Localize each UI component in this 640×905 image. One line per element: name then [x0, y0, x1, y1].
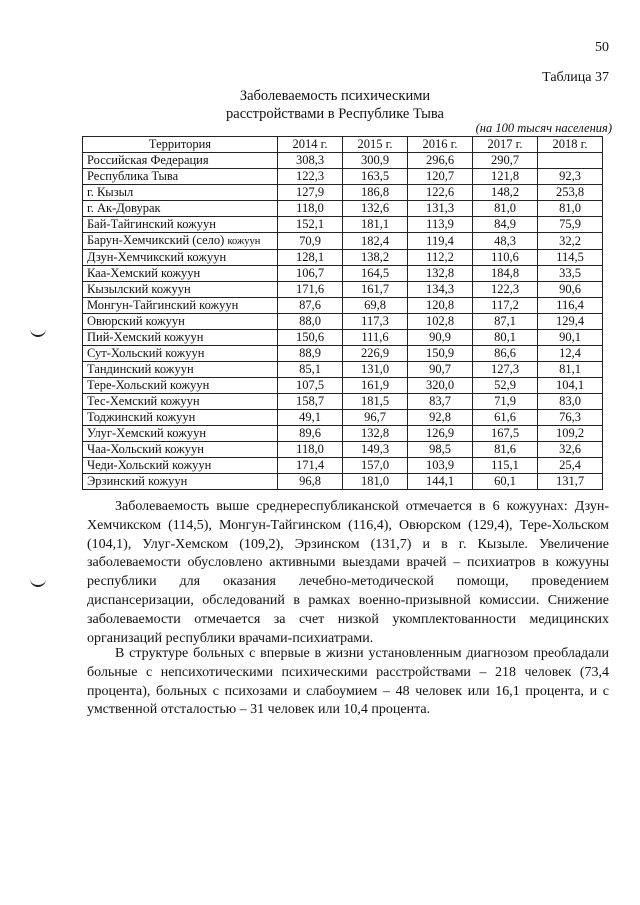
territory-name: Российская Федерация [87, 153, 209, 167]
table-row [83, 410, 603, 426]
value-cell: 52,9 [473, 378, 538, 394]
territory-cell [83, 442, 278, 458]
territory-name: Монгун-Тайгинский кожуун [87, 298, 239, 312]
value-cell: 167,5 [473, 426, 538, 442]
table-row [83, 474, 603, 490]
value-cell: 71,9 [473, 394, 538, 410]
table-row [83, 250, 603, 266]
value-cell: 171,6 [278, 282, 343, 298]
value-cell: 12,4 [538, 346, 603, 362]
table-row [83, 153, 603, 169]
territory-name: Пий-Хемский кожуун [87, 330, 204, 344]
value-cell: 88,9 [278, 346, 343, 362]
margin-tick-mark [30, 328, 46, 337]
value-cell: 81,0 [538, 201, 603, 217]
value-cell: 86,6 [473, 346, 538, 362]
territory-cell [83, 378, 278, 394]
value-cell: 106,7 [278, 266, 343, 282]
value-cell: 111,6 [343, 330, 408, 346]
value-cell: 118,0 [278, 442, 343, 458]
table-row [83, 266, 603, 282]
territory-cell [83, 298, 278, 314]
value-cell: 92,8 [408, 410, 473, 426]
value-cell: 184,8 [473, 266, 538, 282]
table-row [83, 201, 603, 217]
value-cell: 138,2 [343, 250, 408, 266]
value-cell: 127,9 [278, 185, 343, 201]
value-cell: 32,6 [538, 442, 603, 458]
value-cell: 290,7 [473, 153, 538, 169]
value-cell: 300,9 [343, 153, 408, 169]
territory-name: Сут-Хольский кожуун [87, 346, 205, 360]
value-cell: 90,6 [538, 282, 603, 298]
value-cell: 127,3 [473, 362, 538, 378]
table-label: Таблица 37 [542, 70, 609, 85]
value-cell: 122,3 [278, 169, 343, 185]
value-cell: 114,5 [538, 250, 603, 266]
header-territory: Территория [83, 137, 278, 153]
value-cell: 110,6 [473, 250, 538, 266]
territory-cell [83, 426, 278, 442]
value-cell: 25,4 [538, 458, 603, 474]
value-cell: 149,3 [343, 442, 408, 458]
value-cell: 76,3 [538, 410, 603, 426]
territory-name: г. Кызыл [87, 185, 134, 199]
value-cell: 119,4 [408, 233, 473, 250]
value-cell: 102,8 [408, 314, 473, 330]
value-cell: 48,3 [473, 233, 538, 250]
value-cell: 320,0 [408, 378, 473, 394]
value-cell: 253,8 [538, 185, 603, 201]
value-cell: 89,6 [278, 426, 343, 442]
value-cell: 103,9 [408, 458, 473, 474]
territory-name: Эрзинский кожуун [87, 474, 188, 488]
margin-tick-mark [30, 578, 46, 587]
value-cell: 116,4 [538, 298, 603, 314]
territory-cell [83, 282, 278, 298]
territory-cell [83, 346, 278, 362]
value-cell: 88,0 [278, 314, 343, 330]
territory-name: Чеди-Хольский кожуун [87, 458, 212, 472]
value-cell: 226,9 [343, 346, 408, 362]
territory-name: Чаа-Хольский кожуун [87, 442, 204, 456]
value-cell: 157,0 [343, 458, 408, 474]
value-cell: 182,4 [343, 233, 408, 250]
territory-name: Кызылский кожуун [87, 282, 191, 296]
territory-name: Улуг-Хемский кожуун [87, 426, 207, 440]
value-cell: 128,1 [278, 250, 343, 266]
value-cell: 122,3 [473, 282, 538, 298]
value-cell: 132,8 [343, 426, 408, 442]
body-paragraph-2: В структуре больных с впервые в жизни установленным диагнозом преобладали больные с непсихотическими психическими расстройствами – 218 человек (73,4 процента), больных с психозами и слабоумием – 48 человек или 16,1 процента, и с умственной отсталостью – 31 человек или 10,4 процента. [87, 646, 609, 718]
value-cell: 132,6 [343, 201, 408, 217]
table-row [83, 346, 603, 362]
territory-cell [83, 410, 278, 426]
value-cell: 161,9 [343, 378, 408, 394]
value-cell: 32,2 [538, 233, 603, 250]
table-row [83, 233, 603, 250]
morbidity-table [82, 136, 603, 490]
value-cell: 112,2 [408, 250, 473, 266]
territory-name: Бай-Тайгинский кожуун [87, 217, 216, 231]
territory-name: г. Ак-Довурак [87, 201, 161, 215]
header-2015: 2015 г. [343, 137, 408, 153]
value-cell: 83,7 [408, 394, 473, 410]
value-cell: 81,6 [473, 442, 538, 458]
value-cell: 69,8 [343, 298, 408, 314]
value-cell: 117,3 [343, 314, 408, 330]
territory-cell [83, 330, 278, 346]
territory-name: Тоджинский кожуун [87, 410, 196, 424]
table-row [83, 442, 603, 458]
value-cell: 186,8 [343, 185, 408, 201]
table-row [83, 330, 603, 346]
value-cell: 90,9 [408, 330, 473, 346]
page-number: 50 [595, 40, 609, 55]
value-cell: 107,5 [278, 378, 343, 394]
value-cell: 158,7 [278, 394, 343, 410]
value-cell: 70,9 [278, 233, 343, 250]
value-cell: 75,9 [538, 217, 603, 233]
table-row [83, 217, 603, 233]
territory-cell [83, 458, 278, 474]
value-cell: 80,1 [473, 330, 538, 346]
territory-cell [83, 185, 278, 201]
table-header-row [83, 137, 603, 153]
territory-cell [83, 314, 278, 330]
value-cell: 81,0 [473, 201, 538, 217]
value-cell: 131,7 [538, 474, 603, 490]
territory-cell [83, 474, 278, 490]
territory-cell [83, 217, 278, 233]
table-row [83, 394, 603, 410]
value-cell: 85,1 [278, 362, 343, 378]
value-cell: 33,5 [538, 266, 603, 282]
table-row [83, 378, 603, 394]
value-cell: 115,1 [473, 458, 538, 474]
value-cell: 129,4 [538, 314, 603, 330]
value-cell: 84,9 [473, 217, 538, 233]
territory-cell [83, 201, 278, 217]
territory-name: Барун-Хемчикский (село) [87, 233, 225, 247]
body-paragraph-1: Заболеваемость выше среднереспубликанской отмечается в 6 кожуунах: Дзун-Хемчикском (114,5), Монгун-Тайгинском (116,4), Овюрском (129,4), Тере-Хольском (104,1), Улуг-Хемском (109,2), Эрзинском (131,7) и в г. Кызыле. Увеличение заболеваемости обусловлено активными выездами врачей – психиатров в кожууны республики для оказания лечебно-методической помощи, проведением диспансеризации, обследований в рамках военно-призывной комиссии. Снижение заболеваемости отмечается за счет низкой укомплектованности медицинских организаций республики врачами-психиатрами. [87, 499, 609, 646]
value-cell: 181,0 [343, 474, 408, 490]
value-cell: 148,2 [473, 185, 538, 201]
value-cell: 120,7 [408, 169, 473, 185]
value-cell: 296,6 [408, 153, 473, 169]
value-cell: 308,3 [278, 153, 343, 169]
table-row [83, 362, 603, 378]
value-cell: 131,3 [408, 201, 473, 217]
value-cell: 134,3 [408, 282, 473, 298]
value-cell: 126,9 [408, 426, 473, 442]
header-2016: 2016 г. [408, 137, 473, 153]
value-cell: 87,6 [278, 298, 343, 314]
value-cell: 96,7 [343, 410, 408, 426]
header-2018: 2018 г. [538, 137, 603, 153]
table-row [83, 314, 603, 330]
territory-cell [83, 153, 278, 169]
value-cell: 118,0 [278, 201, 343, 217]
territory-name: Дзун-Хемчикский кожуун [87, 250, 227, 264]
territory-name: Тере-Хольский кожуун [87, 378, 210, 392]
value-cell: 121,8 [473, 169, 538, 185]
value-cell: 61,6 [473, 410, 538, 426]
value-cell: 144,1 [408, 474, 473, 490]
units-note: (на 100 тысяч населения) [475, 121, 612, 135]
table-row [83, 426, 603, 442]
value-cell: 150,6 [278, 330, 343, 346]
value-cell [538, 153, 603, 169]
value-cell: 161,7 [343, 282, 408, 298]
title-line-2: расстройствами в Республике Тыва [226, 106, 444, 122]
territory-cell [83, 169, 278, 185]
value-cell: 81,1 [538, 362, 603, 378]
value-cell: 109,2 [538, 426, 603, 442]
value-cell: 164,5 [343, 266, 408, 282]
value-cell: 104,1 [538, 378, 603, 394]
table-row [83, 298, 603, 314]
table-body [83, 153, 603, 490]
header-2017: 2017 г. [473, 137, 538, 153]
value-cell: 98,5 [408, 442, 473, 458]
value-cell: 181,1 [343, 217, 408, 233]
value-cell: 117,2 [473, 298, 538, 314]
value-cell: 150,9 [408, 346, 473, 362]
territory-name: Республика Тыва [87, 169, 179, 183]
territory-name: Тандинский кожуун [87, 362, 194, 376]
value-cell: 163,5 [343, 169, 408, 185]
territory-cell [83, 394, 278, 410]
value-cell: 181,5 [343, 394, 408, 410]
value-cell: 87,1 [473, 314, 538, 330]
table-row [83, 185, 603, 201]
value-cell: 113,9 [408, 217, 473, 233]
table-row [83, 169, 603, 185]
territory-name: Тес-Хемский кожуун [87, 394, 200, 408]
value-cell: 49,1 [278, 410, 343, 426]
table-row [83, 458, 603, 474]
territory-cell [83, 266, 278, 282]
table-row [83, 282, 603, 298]
territory-name: Овюрский кожуун [87, 314, 185, 328]
territory-cell [83, 250, 278, 266]
value-cell: 131,0 [343, 362, 408, 378]
value-cell: 92,3 [538, 169, 603, 185]
territory-name-suffix: кожуун [227, 236, 261, 247]
territory-name: Каа-Хемский кожуун [87, 266, 201, 280]
value-cell: 171,4 [278, 458, 343, 474]
value-cell: 122,6 [408, 185, 473, 201]
title-line-1: Заболеваемость психическими [239, 88, 431, 104]
value-cell: 60,1 [473, 474, 538, 490]
value-cell: 120,8 [408, 298, 473, 314]
territory-cell [83, 362, 278, 378]
header-2014: 2014 г. [278, 137, 343, 153]
value-cell: 132,8 [408, 266, 473, 282]
value-cell: 152,1 [278, 217, 343, 233]
value-cell: 83,0 [538, 394, 603, 410]
value-cell: 90,1 [538, 330, 603, 346]
value-cell: 90,7 [408, 362, 473, 378]
table-title [0, 87, 640, 123]
territory-cell [83, 233, 278, 250]
value-cell: 96,8 [278, 474, 343, 490]
